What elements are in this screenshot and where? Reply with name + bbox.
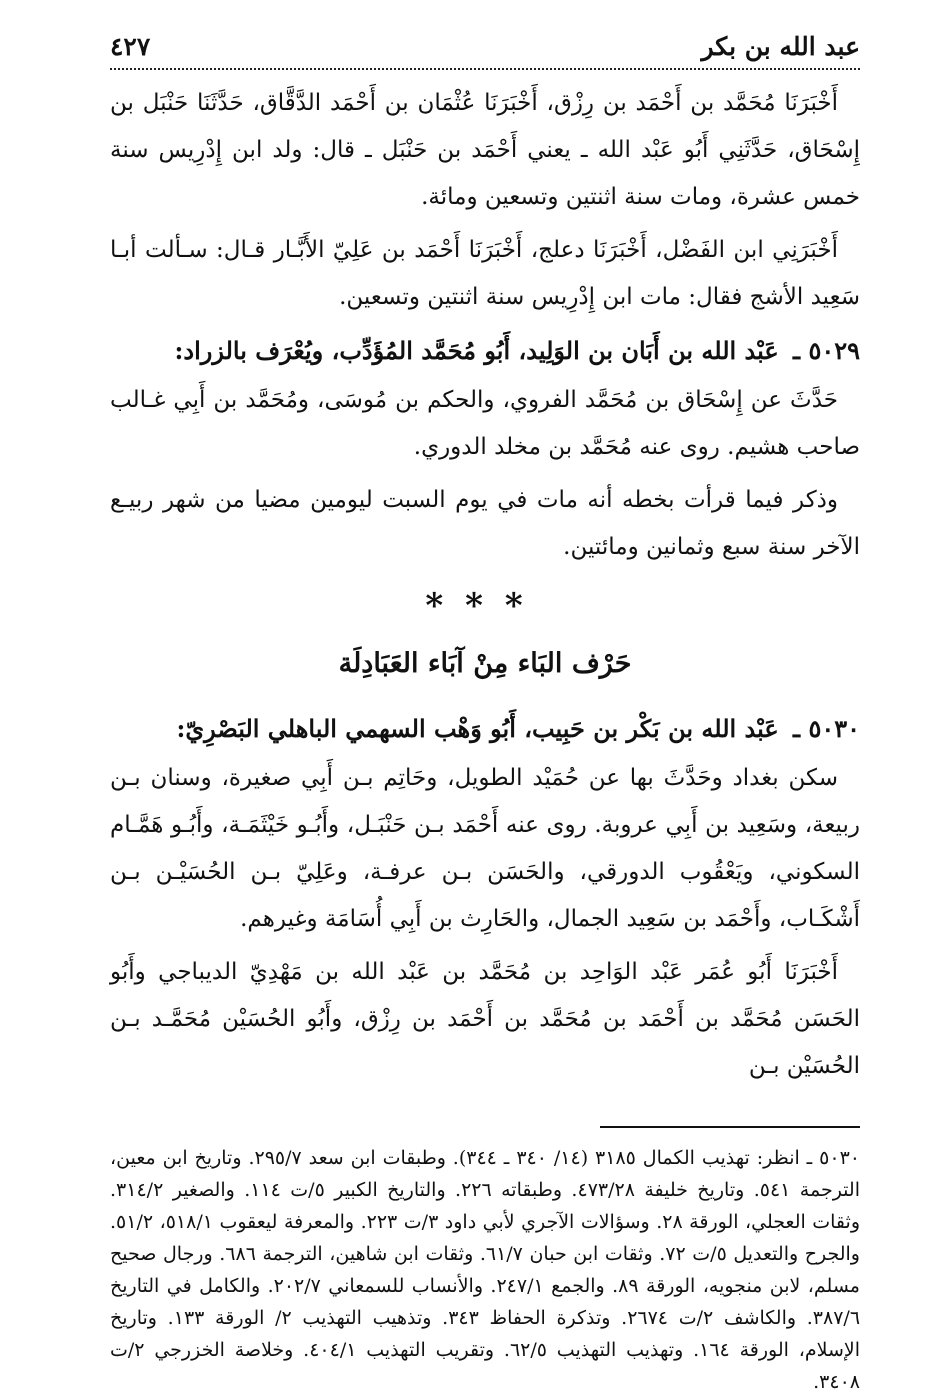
footnote-divider <box>600 1126 860 1128</box>
entry-5030-paragraph-2: أَخْبَرَنَا أَبُو عُمَر عَبْد الوَاحِد بن مُحَمَّد بن عَبْد الله بن مَهْدِيّ الديباجي وأَبُو الحَسَن مُحَمَّد بن أَحْمَد بن مُحَمَّد بن أَحْمَد بن رِزْق، وأَبُو الحُسَيْن مُحَمَّـد بـن الحُسَيْن بـن <box>110 959 860 1079</box>
entry-5030-number: ٥٠٣٠ ـ <box>793 714 860 743</box>
paragraph-1: أَخْبَرَنَا مُحَمَّد بن أَحْمَد بن رِزْق، أَخْبَرَنَا عُثْمَان بن أَحْمَد الدَّقَّاق، حَدَّثَنَا حَنْبَل بن إِسْحَاق، حَدَّثَنِي أَبُو عَبْد الله ـ يعني أَحْمَد بن حَنْبَل ـ قال: ولد ابن إِدْرِيس سنة خمس عشرة، ومات سنة اثنتين وتسعين ومائة. <box>110 90 860 210</box>
asterisk-separator: *** <box>425 586 545 626</box>
paragraph-2: أَخْبَرَنِي ابن الفَضْل، أَخْبَرَنَا دعلج، أَخْبَرَنَا أَحْمَد بن عَلِيّ الأَبَّـار قـال: سـألت أبـا سَعِيد الأشج فقال: مات ابن إِدْرِيس سنة اثنتين وتسعين. <box>110 237 860 310</box>
footnote: ٥٠٣٠ ـ انظر: تهذيب الكمال ٣١٨٥ (١٤/ ٣٤٠ ـ ٣٤٤). وطبقات ابن سعد ٢٩٥/٧. وتاريخ ابن معين، الترجمة ٥٤١. وتاريخ خليفة ٤٧٣/٢٨. وطبقاته ٢٢٦. والتاريخ الكبير ٥/ت ١١٤. والصغير ٣١٤/٢. وثقات العجلي، الورقة ٢٨. وسؤالات الآجري لأبي داود ٣/ت ٢٢٣. والمعرفة ليعقوب ٥١٨/١، ٥١/٢. والجرح والتعديل ٥/ت ٧٢. وثقات ابن حبان ٦١/٧. وثقات ابن شاهين، الترجمة ٦٨٦. ورجال صحيح مسلم، لابن منجويه، الورقة ٨٩. والجمع ٢٤٧/١. والأنساب للسمعاني ٢٠٢/٧. والكامل في التاريخ ٣٨٧/٦. والكاشف ٢/ت ٢٦٧٤. وتذكرة الحفاظ ٣٤٣. وتذهيب التهذيب ٢/ الورقة ١٣٣. وتاريخ الإسلام، الورقة ١٦٤. وتهذيب التهذيب ٦٢/٥. وتقريب التهذيب ٤٠٤/١. وخلاصة الخزرجي ٢/ت ٣٤٠٨. <box>110 1147 861 1393</box>
running-header <box>110 28 860 70</box>
page-number: ٤٢٧ <box>110 32 151 61</box>
entry-5030-title: عَبْد الله بن بَكْر بن حَبِيب، أَبُو وَهْب السهمي الباهلي البَصْرِيّ: <box>176 714 779 743</box>
entry-5029-title: عَبْد الله بن أَبَان بن الوَلِيد، أَبُو مُحَمَّد المُؤَدِّب، ويُعْرَف بالزراد: <box>174 336 779 365</box>
entry-5029-paragraph-2: وذكر فيما قرأت بخطه أنه مات في يوم السبت ليومين مضيا من شهر ربيـع الآخر سنة سبع وثمانين ومائتين. <box>110 487 860 560</box>
entry-5029-paragraph-1: حَدَّثَ عن إِسْحَاق بن مُحَمَّد الفروي، والحكم بن مُوسَى، ومُحَمَّد بن أَبِي غـالب صاحب هشيم. روى عنه مُحَمَّد بن مخلد الدوري. <box>110 387 860 460</box>
book-page <box>110 28 861 1393</box>
entry-5029-heading <box>110 327 860 375</box>
section-title: حَرْف البَاء مِنْ آبَاء العَبَادِلَة <box>338 648 632 679</box>
running-title: عبد الله بن بكر <box>701 32 860 61</box>
entry-5030-paragraph-1: سكن بغداد وحَدَّثَ بها عن حُمَيْد الطويل، وحَاتِم بـن أَبِي صغيرة، وسنان بـن ربيعة، وسَعِيد بن أَبِي عروبة. روى عنه أَحْمَد بـن حَنْبَـل، وأَبُـو خَيْثَمَـة، وأَبُـو هَمَّـام السكوني، ويَعْقُوب الدورقي، والحَسَن بـن عرفـة، وعَلِيّ بـن الحُسَيْـن بـن أَشْكَـاب، وأَحْمَد بن سَعِيد الجمال، والحَارِث بن أَبِي أُسَامَة وغيرهم. <box>110 765 860 932</box>
entry-5030-heading <box>110 705 860 753</box>
entry-5029-number: ٥٠٢٩ ـ <box>793 336 860 365</box>
